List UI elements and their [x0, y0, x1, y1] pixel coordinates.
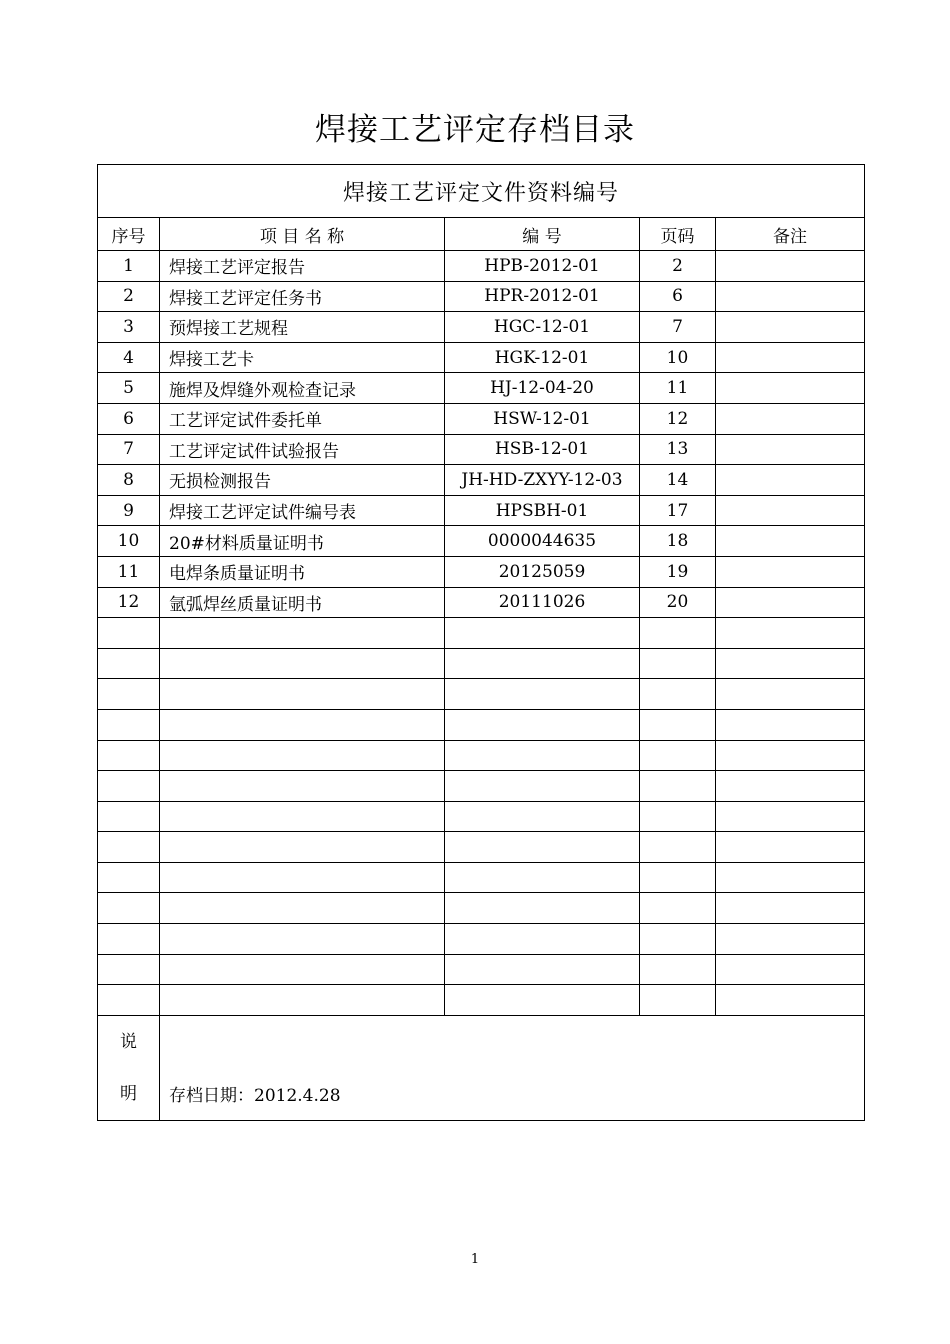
notes-row [98, 1015, 865, 1120]
table-row [98, 373, 865, 404]
cell-page: 11 [640, 373, 716, 404]
cell-index: 3 [98, 312, 160, 343]
table-row [98, 618, 865, 649]
cell-code [445, 985, 640, 1016]
cell-index: 6 [98, 403, 160, 434]
cell-name: 电焊条质量证明书 [160, 556, 445, 587]
cell-index [98, 924, 160, 955]
cell-code: 0000044635 [445, 526, 640, 557]
cell-index: 2 [98, 281, 160, 312]
cell-code: HPR-2012-01 [445, 281, 640, 312]
cell-remark [716, 771, 865, 802]
table-row [98, 832, 865, 863]
cell-name: 预焊接工艺规程 [160, 312, 445, 343]
cell-remark [716, 679, 865, 710]
cell-page: 20 [640, 587, 716, 618]
cell-page [640, 740, 716, 771]
cell-name: 焊接工艺评定试件编号表 [160, 495, 445, 526]
cell-page [640, 893, 716, 924]
cell-index [98, 893, 160, 924]
table-row [98, 862, 865, 893]
cell-index: 12 [98, 587, 160, 618]
page-title: 焊接工艺评定存档目录 [315, 112, 635, 148]
page-number: 1 [470, 1252, 480, 1267]
cell-remark [716, 924, 865, 955]
cell-name [160, 801, 445, 832]
table-row [98, 403, 865, 434]
cell-name [160, 618, 445, 649]
cell-name: 焊接工艺评定任务书 [160, 281, 445, 312]
cell-remark [716, 648, 865, 679]
cell-page: 7 [640, 312, 716, 343]
cell-code: HPB-2012-01 [445, 251, 640, 282]
cell-index [98, 709, 160, 740]
archive-table [97, 164, 865, 1121]
cell-index [98, 801, 160, 832]
table-row [98, 679, 865, 710]
cell-name: 焊接工艺卡 [160, 342, 445, 373]
table-row [98, 709, 865, 740]
cell-name [160, 924, 445, 955]
cell-remark [716, 403, 865, 434]
table-row [98, 465, 865, 496]
cell-remark [716, 434, 865, 465]
table-header-row [98, 218, 865, 251]
cell-code [445, 709, 640, 740]
cell-remark [716, 495, 865, 526]
cell-remark [716, 985, 865, 1016]
cell-code [445, 893, 640, 924]
cell-remark [716, 281, 865, 312]
cell-remark [716, 954, 865, 985]
cell-index: 11 [98, 556, 160, 587]
cell-index [98, 862, 160, 893]
cell-code [445, 801, 640, 832]
header-remark: 备注 [716, 218, 865, 251]
notes-body [160, 1015, 865, 1120]
header-code: 编 号 [445, 218, 640, 251]
archive-table-body [98, 165, 865, 1016]
cell-code: 20125059 [445, 556, 640, 587]
cell-code [445, 832, 640, 863]
cell-page [640, 618, 716, 649]
table-row [98, 495, 865, 526]
cell-name: 无损检测报告 [160, 465, 445, 496]
header-page: 页码 [640, 218, 716, 251]
cell-index: 10 [98, 526, 160, 557]
cell-page [640, 862, 716, 893]
cell-page [640, 924, 716, 955]
cell-remark [716, 740, 865, 771]
cell-code: HGK-12-01 [445, 342, 640, 373]
cell-code [445, 679, 640, 710]
cell-name: 氩弧焊丝质量证明书 [160, 587, 445, 618]
cell-index: 9 [98, 495, 160, 526]
cell-page [640, 801, 716, 832]
table-row [98, 281, 865, 312]
cell-remark [716, 312, 865, 343]
table-row [98, 556, 865, 587]
cell-page [640, 679, 716, 710]
cell-remark [716, 556, 865, 587]
cell-remark [716, 465, 865, 496]
table-row [98, 251, 865, 282]
table-row [98, 587, 865, 618]
table-row [98, 985, 865, 1016]
cell-name [160, 709, 445, 740]
cell-code: HJ-12-04-20 [445, 373, 640, 404]
table-row [98, 771, 865, 802]
cell-name: 焊接工艺评定报告 [160, 251, 445, 282]
cell-remark [716, 373, 865, 404]
table-row [98, 740, 865, 771]
cell-name: 施焊及焊缝外观检查记录 [160, 373, 445, 404]
table-row [98, 893, 865, 924]
cell-index [98, 618, 160, 649]
cell-code: HGC-12-01 [445, 312, 640, 343]
header-name: 项 目 名 称 [160, 218, 445, 251]
table-row [98, 648, 865, 679]
table-title: 焊接工艺评定文件资料编号 [98, 165, 865, 218]
cell-page: 13 [640, 434, 716, 465]
table-row [98, 801, 865, 832]
cell-name [160, 648, 445, 679]
notes-section [98, 1015, 865, 1120]
cell-index: 4 [98, 342, 160, 373]
table-row [98, 924, 865, 955]
cell-code: JH-HD-ZXYY-12-03 [445, 465, 640, 496]
header-index: 序号 [98, 218, 160, 251]
cell-index [98, 771, 160, 802]
cell-page [640, 648, 716, 679]
cell-page [640, 985, 716, 1016]
table-row [98, 434, 865, 465]
cell-page: 10 [640, 342, 716, 373]
cell-remark [716, 618, 865, 649]
cell-index [98, 985, 160, 1016]
cell-code: HSB-12-01 [445, 434, 640, 465]
cell-page: 12 [640, 403, 716, 434]
cell-page: 14 [640, 465, 716, 496]
notes-label-char-1: 说 [120, 1031, 137, 1052]
cell-remark [716, 709, 865, 740]
cell-name [160, 954, 445, 985]
cell-remark [716, 587, 865, 618]
cell-name [160, 893, 445, 924]
cell-name [160, 771, 445, 802]
cell-code [445, 862, 640, 893]
cell-code [445, 618, 640, 649]
cell-remark [716, 862, 865, 893]
notes-label-char-2: 明 [120, 1083, 137, 1104]
cell-remark [716, 832, 865, 863]
cell-code [445, 924, 640, 955]
cell-page [640, 954, 716, 985]
table-row [98, 342, 865, 373]
cell-index [98, 740, 160, 771]
cell-index: 1 [98, 251, 160, 282]
cell-page [640, 832, 716, 863]
cell-remark [716, 342, 865, 373]
cell-code [445, 771, 640, 802]
table-row [98, 312, 865, 343]
cell-name [160, 740, 445, 771]
cell-page: 17 [640, 495, 716, 526]
cell-code: HPSBH-01 [445, 495, 640, 526]
cell-code [445, 954, 640, 985]
cell-code: 20111026 [445, 587, 640, 618]
cell-name [160, 985, 445, 1016]
cell-index: 8 [98, 465, 160, 496]
cell-index [98, 832, 160, 863]
cell-name [160, 832, 445, 863]
table-title-row [98, 165, 865, 218]
cell-page: 2 [640, 251, 716, 282]
cell-page: 18 [640, 526, 716, 557]
cell-page [640, 771, 716, 802]
table-row [98, 954, 865, 985]
archive-date: 存档日期：2012.4.28 [169, 1085, 341, 1106]
cell-index [98, 679, 160, 710]
cell-name: 工艺评定试件试验报告 [160, 434, 445, 465]
cell-index: 7 [98, 434, 160, 465]
cell-remark [716, 251, 865, 282]
cell-name: 20#材料质量证明书 [160, 526, 445, 557]
cell-code [445, 648, 640, 679]
cell-code: HSW-12-01 [445, 403, 640, 434]
cell-remark [716, 801, 865, 832]
cell-index [98, 954, 160, 985]
cell-index: 5 [98, 373, 160, 404]
cell-name [160, 679, 445, 710]
cell-index [98, 648, 160, 679]
cell-page [640, 709, 716, 740]
notes-label [98, 1015, 160, 1120]
cell-name [160, 862, 445, 893]
table-row [98, 526, 865, 557]
cell-page: 19 [640, 556, 716, 587]
cell-remark [716, 893, 865, 924]
cell-page: 6 [640, 281, 716, 312]
cell-name: 工艺评定试件委托单 [160, 403, 445, 434]
cell-code [445, 740, 640, 771]
cell-remark [716, 526, 865, 557]
